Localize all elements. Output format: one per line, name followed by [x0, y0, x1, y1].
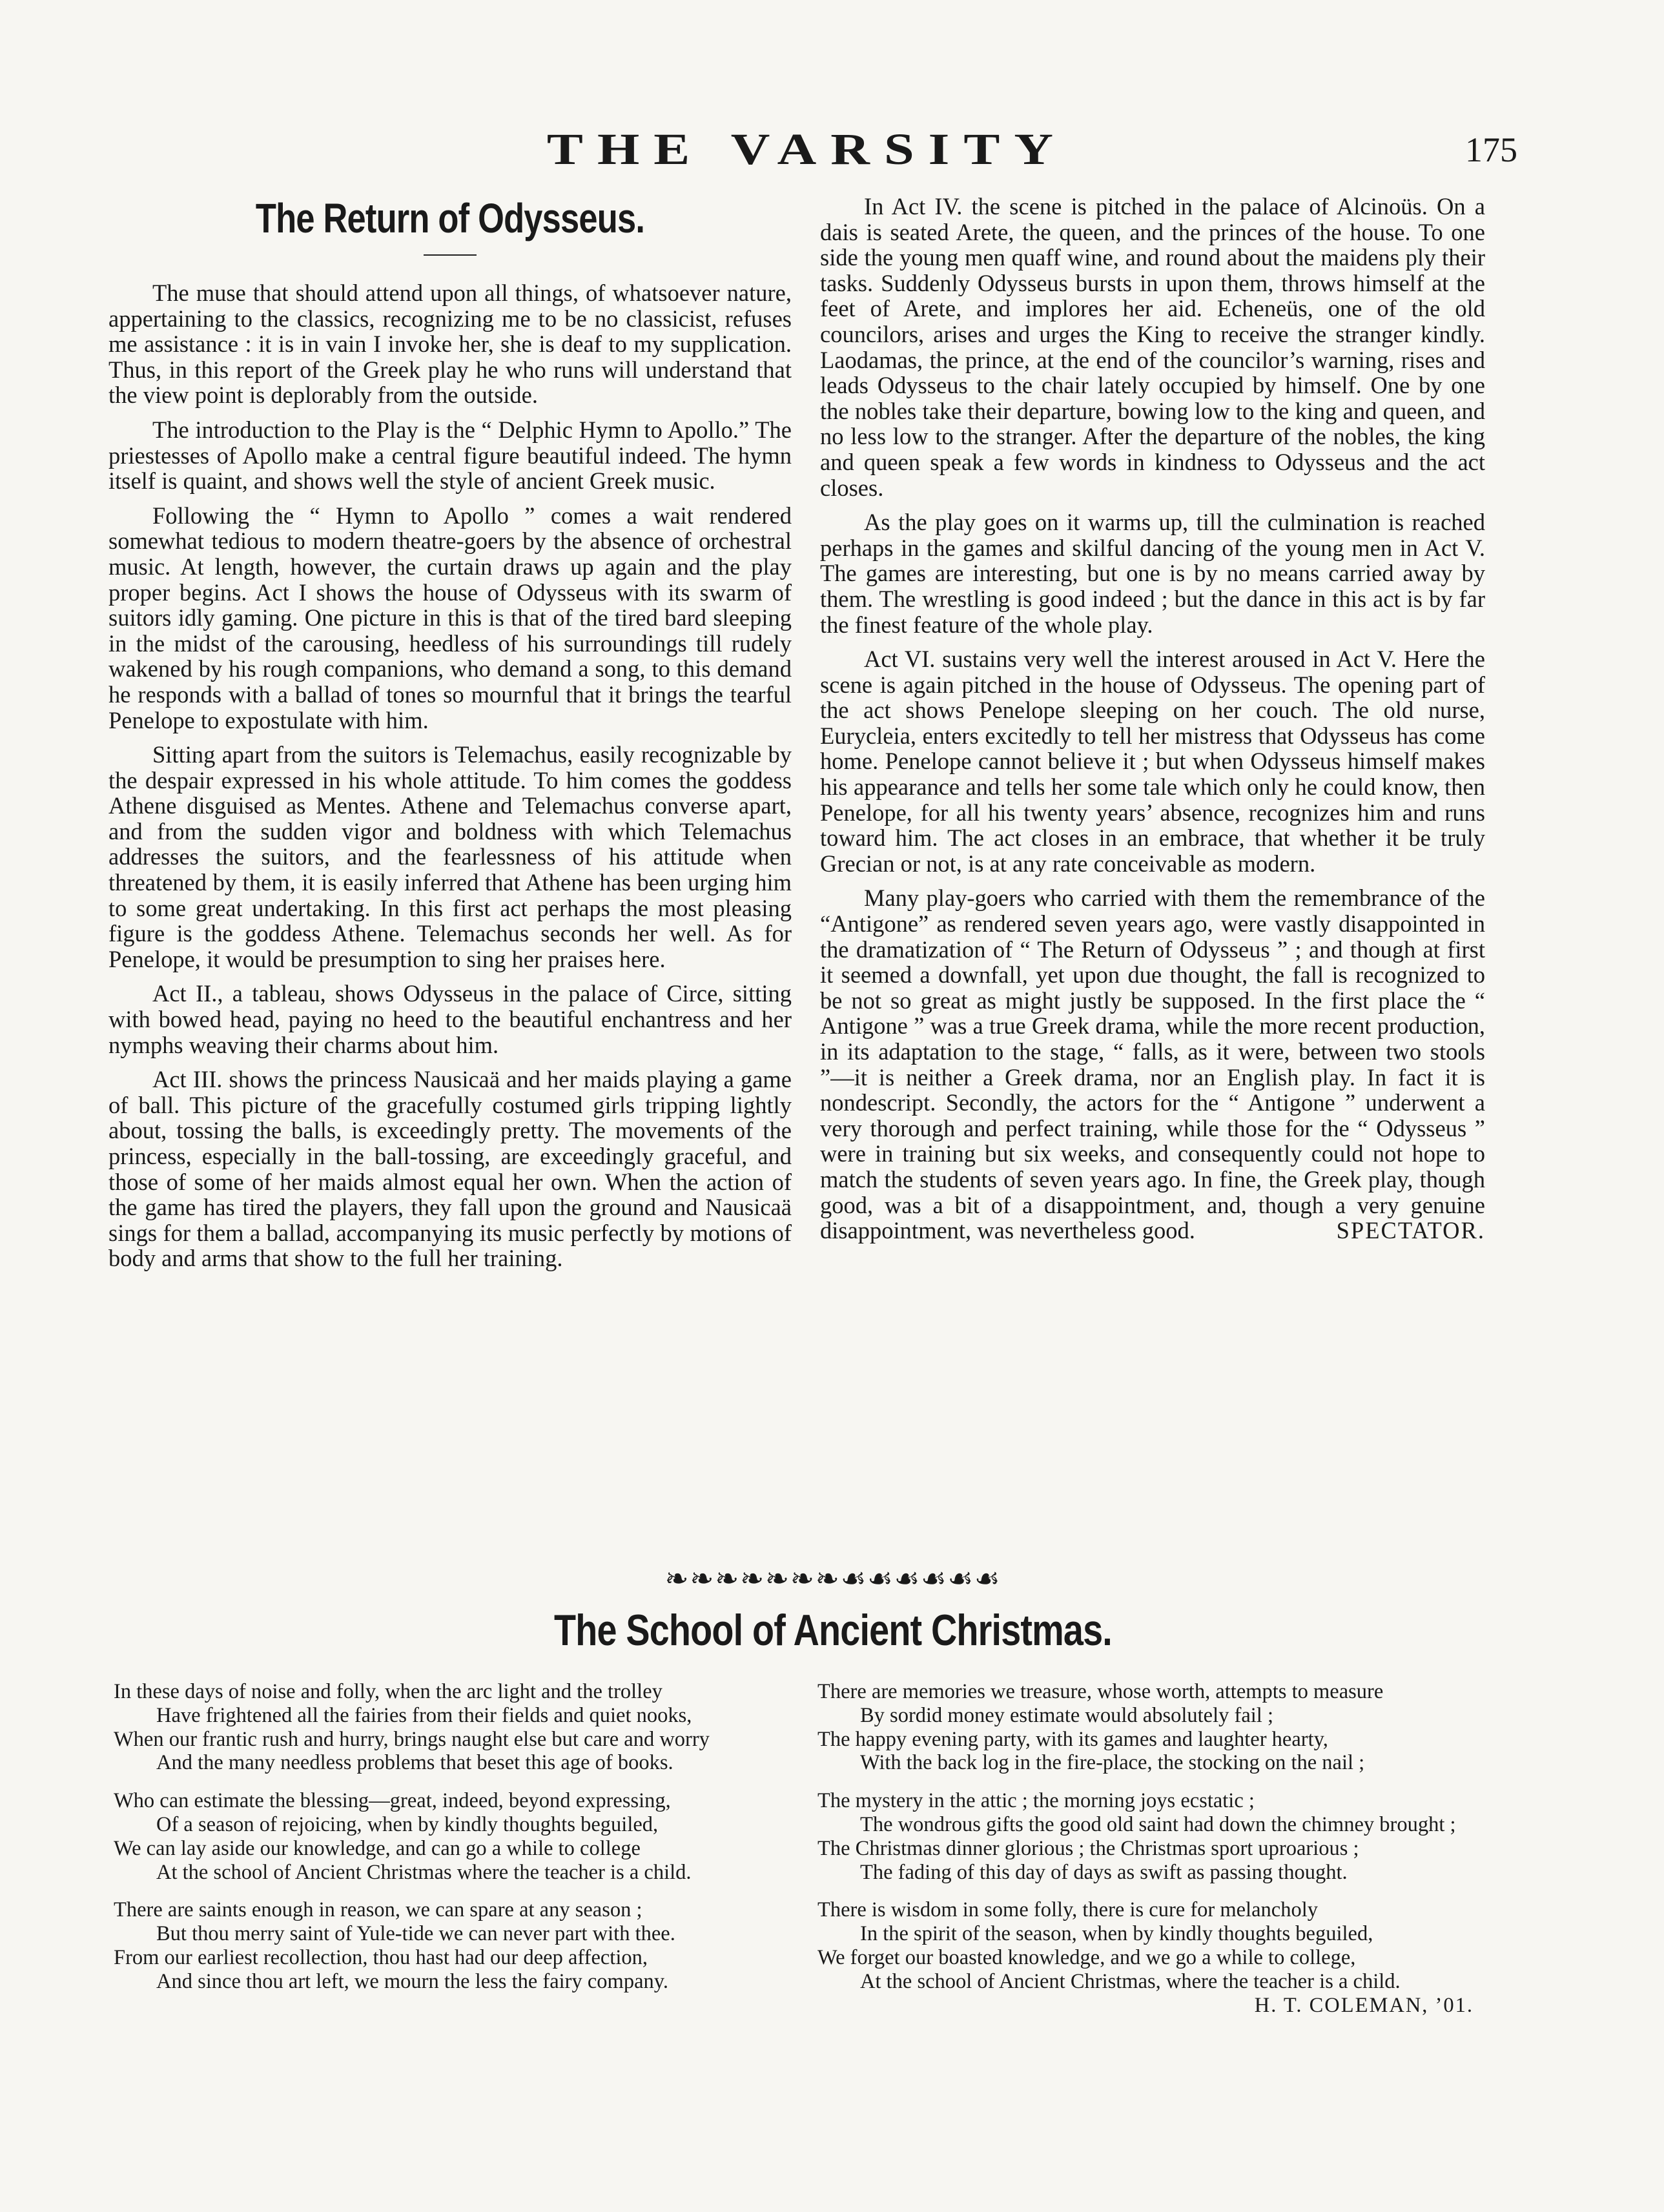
poem-stanza: [114, 1898, 796, 1993]
poem-line: We forget our boasted knowledge, and we go a while to college,: [817, 1945, 1356, 1969]
poem-line: The happy evening party, with its games and laughter hearty,: [817, 1727, 1328, 1751]
poem-line: Of a season of rejoicing, when by kindly thoughts beguiled,: [156, 1812, 659, 1836]
poem-line: From our earliest recollection, thou hast had our deep affection,: [114, 1945, 648, 1969]
article-signature: SPECTATOR.: [1336, 1217, 1485, 1244]
poem-line: With the back log in the fire-place, the stocking on the nail ;: [860, 1751, 1365, 1775]
poem-line: At the school of Ancient Christmas where the teacher is a child.: [156, 1860, 692, 1884]
poem-line: We can lay aside our knowledge, and can go a while to college: [114, 1836, 641, 1860]
poem-line: There are memories we treasure, whose worth, attempts to measure: [817, 1680, 1384, 1703]
title-rule: [424, 254, 477, 256]
article-paragraph: As the play goes on it warms up, till the culmination is reached perhaps in the games and skilful dancing of the young men in Act V. The games are interesting, but one is by no means carried away by them. The wrestling is good indeed ; but the dance in this act is by far the finest feature of the whole play.: [820, 509, 1485, 638]
section-ornament: ❧❧❧❧❧❧❧☙☙☙☙☙☙: [664, 1562, 1001, 1595]
masthead: [491, 124, 1124, 176]
article-paragraph: Following the “ Hymn to Apollo ” comes a wait rendered somewhat tedious to modern theatre-goers by the absence of orchestral music. At length, however, the curtain draws up again and the play proper begins. Act I shows the house of Odysseus with its swarm of suitors idly gaming. One picture in this is that of the tired bard sleeping in the midst of the carousing, heedless of his surroundings till rudely wakened by his rough companions, who demand a song, to this demand he responds with a ballad of tones so mournful that it brings the tearful Penelope to expostulate with him.: [108, 502, 792, 733]
poem-stanza: [817, 1898, 1493, 2017]
article-paragraph: Sitting apart from the suitors is Telemachus, easily recognizable by the despair expressed in his whole attitude. To him comes the goddess Athene disguised as Mentes. Athene and Telemachus converse apart, and from the sudden vigor and boldness with which Telemachus addresses the suitors, and the fearlessness of his attitude when threatened by them, it is easily inferred that Athene has been urging him to some great undertaking. In this first act perhaps the most pleasing figure is the goddess Athene. Telemachus seconds her well. As for Penelope, it would be presumption to sing her praises here.: [108, 741, 792, 972]
article-paragraph: Act II., a tableau, shows Odysseus in the palace of Circe, sitting with bowed head, paying no heed to the beautiful enchantress and her nymphs weaving their charms about him.: [108, 980, 792, 1058]
article-column-right: [820, 194, 1485, 1253]
article-paragraph-text: Many play-goers who carried with them the remembrance of the “Antigone” as rendered seven years ago, were vastly disappointed in the dramatization of “ The Return of Odysseus ” ; and though at first it seemed a downfall, yet upon due thought, the fall is recognized to be not so great as might justly be supposed. In the first place the “ Antigone ” was a true Greek drama, while the more recent production, in its adaptation to the stage, “ falls, as it were, between two stools ”—it is neither a Greek drama, nor an English play. In fact it is nondescript. Secondly, the actors for the “ Antigone ” underwent a very thorough and perfect training, while those for the “ Odysseus ” were in training but six weeks, and consequently could not hope to match the students of seven years ago. In fine, the Greek play, though good, was a bit of a disappointment, and, though a very genuine disappointment, was nevertheless good.: [820, 885, 1485, 1244]
poem-line: At the school of Ancient Christmas, where the teacher is a child.: [860, 1969, 1401, 1993]
poem-line: But thou merry saint of Yule-tide we can never part with thee.: [156, 1922, 675, 1946]
poem-stanza: [817, 1680, 1493, 1775]
poem-line: Who can estimate the blessing—great, indeed, beyond expressing,: [114, 1789, 671, 1813]
article-paragraph: Act III. shows the princess Nausicaä and her maids playing a game of ball. This picture of the gracefully costumed girls tripping lightly about, tossing the balls, is exceedingly pretty. The movements of the princess, especially in the ball-tossing, are exceedingly graceful, and those of some of her maids almost equal her own. When the action of the game has tired the players, they fall upon the ground and Nausicaä sings for them a ballad, accompanying its music perfectly by motions of body and arms that show to the full her training.: [108, 1066, 792, 1272]
poem-line: In the spirit of the season, when by kindly thoughts beguiled,: [860, 1922, 1373, 1946]
poem-line: And the many needless problems that beset this age of books.: [156, 1751, 673, 1775]
poem-line: And since thou art left, we mourn the less the fairy company.: [156, 1969, 669, 1993]
article-paragraph: The introduction to the Play is the “ Delphic Hymn to Apollo.” The priestesses of Apollo make a central figure beautiful indeed. The hymn itself is quaint, and shows well the style of ancient Greek music.: [108, 416, 792, 495]
poem-line: The Christmas dinner glorious ; the Christmas sport uproarious ;: [817, 1836, 1359, 1860]
article-title: The Return of Odysseus.: [255, 195, 645, 241]
poem-line: There is wisdom in some folly, there is cure for melancholy: [817, 1898, 1318, 1922]
article-column-left: [108, 194, 792, 1280]
poem-author: H. T. COLEMAN, ’01.: [1254, 1993, 1474, 2017]
poem-line: There are saints enough in reason, we can spare at any season ;: [114, 1898, 642, 1922]
poem-line: The mystery in the attic ; the morning joys ecstatic ;: [817, 1789, 1255, 1813]
poem-column-right: [817, 1680, 1493, 2017]
poem-line: The wondrous gifts the good old saint had down the chimney brought ;: [860, 1812, 1456, 1836]
article-paragraph: In Act IV. the scene is pitched in the palace of Alcinoüs. On a dais is seated Arete, the queen, and the princes of the house. To one side the young men quaff wine, and round about the maidens ply their tasks. Suddenly Odysseus bursts in upon them, throws himself at the feet of Arete, and implores her aid. Echeneüs, one of the old councilors, arises and urges the King to receive the stranger kindly. Laodamas, the prince, at the end of the councilor’s warning, rises and leads Odysseus to the chair lately occupied by himself. One by one the nobles take their departure, bowing low to the king and queen, and no less low to the stranger. After the departure of the nobles, the king and queen speak a few words in kindness to Odysseus and the act closes.: [820, 193, 1485, 501]
poem-stanza: [114, 1680, 796, 1775]
poem-stanza: [114, 1789, 796, 1884]
poem-line: Have frightened all the fairies from their fields and quiet nooks,: [156, 1703, 692, 1727]
poem-line: When our frantic rush and hurry, brings naught else but care and worry: [114, 1727, 710, 1751]
poem-line: In these days of noise and folly, when the arc light and the trolley: [114, 1680, 663, 1703]
poem-column-left: [114, 1680, 796, 2008]
article-paragraph: The muse that should attend upon all things, of whatsoever nature, appertaining to the classics, recognizing me to be no classicist, refuses me assistance : it is in vain I invoke her, she is deaf to my supplication. Thus, in this report of the Greek play he who runs will understand that the view point is deplorably from the outside.: [108, 280, 792, 409]
poem-line: By sordid money estimate would absolutely fail ;: [860, 1703, 1273, 1727]
poem-stanza: [817, 1789, 1493, 1884]
page-number: 175: [1465, 130, 1517, 169]
masthead-text: THE VARSITY: [546, 125, 1068, 174]
article-paragraph-last: [820, 885, 1485, 1243]
poem-line: The fading of this day of days as swift as passing thought.: [860, 1860, 1348, 1884]
poem-title: The School of Ancient Christmas.: [554, 1606, 1112, 1655]
article-paragraph: Act VI. sustains very well the interest aroused in Act V. Here the scene is again pitched in the house of Odysseus. The opening part of the act shows Penelope sleeping on her couch. The old nurse, Eurycleia, enters excitedly to tell her mistress that Odysseus has come home. Penelope cannot believe it ; but when Odysseus himself makes his appearance and tells her some tale which only he could know, then Penelope, for all his twenty years’ absence, recognizes him and runs toward him. The act closes in an embrace, that whether it be truly Grecian or not, is at any rate conceivable as modern.: [820, 646, 1485, 877]
